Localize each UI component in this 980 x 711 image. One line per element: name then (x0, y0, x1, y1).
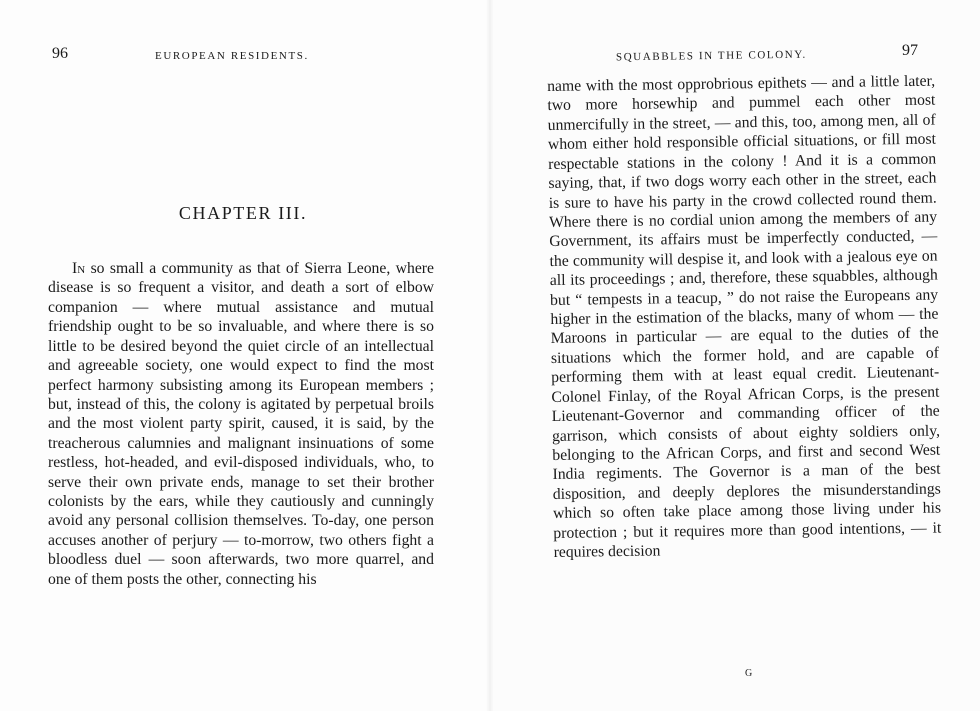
right-running-head: SQUABBLES IN THE COLONY. (615, 48, 807, 64)
right-paragraph-text: name with the most opprobrious epithets — and a little later, two more horsewhip and pummel each other most unmercifully in the street, — and this, too, among men, all of whom either hold responsible official situations, or fill most respectable stations in the colony ! And it is a common saying, that, if two dogs worry each other in the street, each is sure to have his party in the crowd collected round them. Where there is no cordial union among the members of any Government, its affairs must be imperfectly conducted, — the community will despise it, and look with a jealous eye on all its proceedings ; and, therefore, these squabbles, although but “ tempests in a teacup, ” do not raise the Europeans any higher in the estimation of the blacks, many of whom — the Maroons in particular — are equal to the duties of the situations which the former hold, and are capable of performing them with at least equal credit. Lieutenant-Colonel Finlay, of the Royal African Corps, is the present Lieutenant-Governor and commanding officer of the garrison, which consists of about eighty soldiers only, belonging to the African Corps, and first and second West India regiments. The Governor is a man of the best disposition, and deeply deplores the misunderstandings which so often take place among those living under his protection ; but it requires more than good intentions, — it requires decision (547, 72, 942, 562)
right-page-number: 97 (902, 42, 918, 59)
left-paragraph-text: so small a community as that of Sierra Leone, where disease is so frequent a visitor, and death a sort of elbow companion — where mutual assistance and mutual friendship ought to be so invaluable, and where there is so little to be desired beyond the quiet circle of an intellectual and agreeable society, one would expect to find the most perfect harmony subsisting among its European members ; but, instead of this, the colony is agitated by perpetual broils and the most violent party spirit, caused, it is said, by the treacherous calumnies and malignant insinuations of some restless, hot-headed, and evil-disposed individuals, who, to serve their own private ends, manage to set their brother colonists by the ears, while they cautiously and cunningly avoid any personal collision themselves. To-day, one person accuses another of perjury — to-morrow, two others fight a bloodless duel — soon afterwards, two more quarrel, and one of them posts the other, connecting his (48, 260, 434, 588)
left-running-head: EUROPEAN RESIDENTS. (155, 50, 309, 62)
chapter-title: CHAPTER III. (178, 203, 308, 223)
opening-word: In (72, 260, 86, 277)
left-page-number: 96 (52, 45, 68, 62)
signature-mark: G (745, 668, 753, 679)
book-gutter (486, 0, 494, 711)
left-page-paragraph (48, 259, 434, 589)
right-page-paragraph (547, 72, 942, 563)
